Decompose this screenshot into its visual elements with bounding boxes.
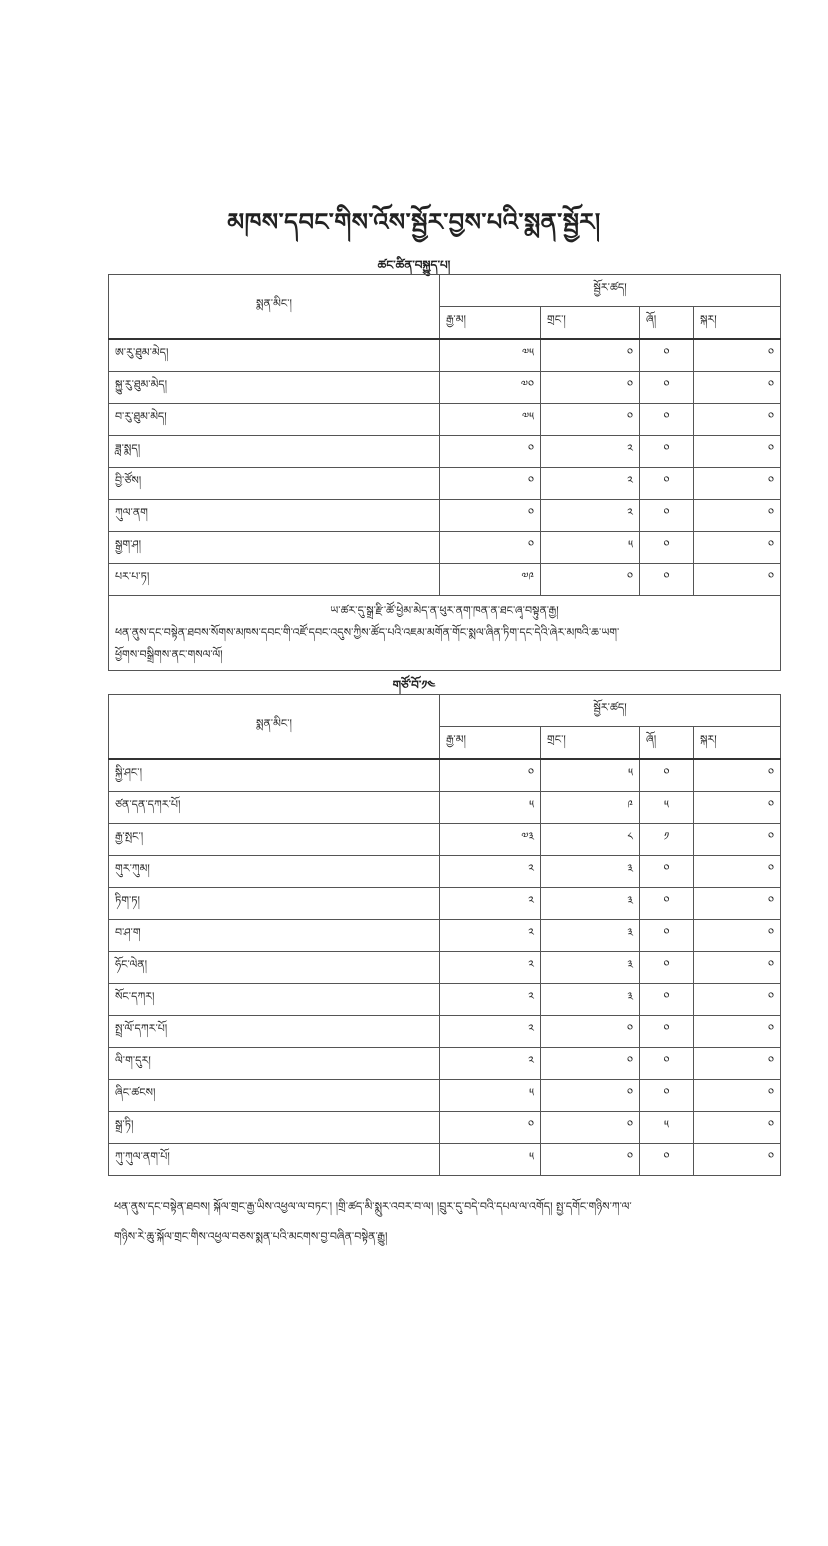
dosage-value: ༧༣ (440, 824, 541, 856)
dosage-value: ༢ (440, 1016, 541, 1048)
dosage-value: ༠ (694, 759, 781, 792)
ingredient-name: ལི་ག་དུར། (109, 1048, 440, 1080)
dosage-value: ༣ (541, 984, 640, 1016)
dosage-value: ༠ (694, 468, 781, 500)
dosage-value: ༠ (694, 436, 781, 468)
ingredient-name: ཟླ་སྨད། (109, 436, 440, 468)
dosage-value: ༣ (541, 888, 640, 920)
unit-header: རྒྱ་མ། (440, 307, 541, 340)
dosage-value: ༠ (640, 339, 694, 372)
dosage-value: ༢ (440, 856, 541, 888)
dosage-value: ༠ (640, 920, 694, 952)
section1-table (108, 274, 781, 671)
table-row (109, 468, 781, 500)
dosage-value: ༠ (694, 1016, 781, 1048)
dosage-value: ༧༩ (440, 564, 541, 596)
table-row (109, 372, 781, 404)
table-row (109, 1144, 781, 1176)
dosage-group-header: སྦྱོར་ཚད། (440, 275, 781, 307)
dosage-value: ༧༥ (440, 404, 541, 436)
dosage-value: ༥ (541, 532, 640, 564)
dosage-value: ༢ (541, 436, 640, 468)
ingredient-name: སྐྱི་ཤང་། (109, 759, 440, 792)
dosage-value: ༠ (640, 404, 694, 436)
dosage-value: ༠ (640, 984, 694, 1016)
ingredient-name: བ་རུ་ཐུམ་མེད། (109, 404, 440, 436)
usage-instructions (114, 1192, 774, 1252)
dosage-value: ༠ (440, 500, 541, 532)
dosage-value: ༢ (440, 984, 541, 1016)
table-row (109, 824, 781, 856)
table-row (109, 404, 781, 436)
dosage-value: ༠ (640, 888, 694, 920)
section2-label: གཙོ་བོ་༡༤ (392, 678, 436, 692)
table-row (109, 532, 781, 564)
dosage-value: ༠ (640, 1080, 694, 1112)
dosage-value: ༥ (440, 792, 541, 824)
dosage-value: ༢ (541, 468, 640, 500)
dosage-value: ༠ (694, 564, 781, 596)
dosage-value: ༠ (694, 824, 781, 856)
dosage-value: ༥ (640, 792, 694, 824)
dosage-value: ༠ (640, 372, 694, 404)
table-row (109, 984, 781, 1016)
footer-line: གཉིས་རེ་ཆུ་སྐོལ་གྲང་གིས་འཕྱལ་བཅས་སྨན་པའི་མངགས་བྱ་བཞིན་བསྟེན་རྒྱུ། (114, 1230, 388, 1243)
section2-table (108, 694, 781, 1176)
ingredient-name: སྐྱུ་རུ་ཐུམ་མེད། (109, 372, 440, 404)
table-row (109, 759, 781, 792)
dosage-value: ༣ (541, 856, 640, 888)
unit-header: གྲང་། (541, 727, 640, 760)
table-row (109, 564, 781, 596)
dosage-value: ༠ (694, 984, 781, 1016)
dosage-value: ༠ (640, 759, 694, 792)
ingredient-name: བ་ཤ་ག (109, 920, 440, 952)
ingredient-name: ཀུལ་ནག (109, 500, 440, 532)
ingredient-name: ཞིང་ཚངས། (109, 1080, 440, 1112)
dosage-value: ༠ (694, 500, 781, 532)
dosage-value: ༠ (541, 1016, 640, 1048)
dosage-value: ༠ (440, 532, 541, 564)
dosage-value: ༠ (640, 952, 694, 984)
note-line: ཕན་ནུས་དང་བསྟེན་ཐབས་སོགས་མཁས་དབང་གི་འཛོ་དབང་འདུས་ཀྱིས་ཚོད་པའི་འཇམ་མགོན་གོང་སྨལ་ཞིན་ཏིག་དང་དེའི་ཞེར་མཁའི་ཆ་ཡག་ (115, 626, 620, 639)
table-row (109, 792, 781, 824)
dosage-value: ༢ (440, 1048, 541, 1080)
ingredient-name: ཧོང་ལེན། (109, 952, 440, 984)
unit-header: ཞོ། (640, 727, 694, 760)
dosage-value: ༠ (541, 372, 640, 404)
dosage-value: ༠ (640, 1016, 694, 1048)
name-column-header: སྨན་མིང་། (109, 695, 440, 760)
footer-line: ཕན་ནུས་དང་བསྟེན་ཐབས། སྐོལ་གྲང་རྒྱ་ཡིས་འཕྱལ་ལ་བཏང་། །གྲི་ཚད་མི་སྨུར་འབར་བ་ལ། །བྲུར་དུ་བདེ་བའི་དཔལ་ལ་འགོད། སྤྱ་དགོང་གཉིས་ཀ་ལ་ (114, 1200, 632, 1213)
unit-header: སྐར། (694, 727, 781, 760)
dosage-value: ༧༥ (440, 339, 541, 372)
dosage-value: ༥ (440, 1080, 541, 1112)
unit-header: སྐར། (694, 307, 781, 340)
ingredient-name: ཙན་དན་དཀར་པོ། (109, 792, 440, 824)
ingredient-name: ཀུ་ཀུལ་ནག་པོ། (109, 1144, 440, 1176)
table-row (109, 888, 781, 920)
table-row (109, 339, 781, 372)
note-line: ཡ་ཚར་དུ་སྒྲ་རྫི་ཚོ་ཕྱེམ་མེད་ན་ཕུར་ནག་ཁན་ན་ཐང་ཞྭ་བསྟུན་རྒྱ། (330, 604, 559, 617)
dosage-value: ༠ (541, 1048, 640, 1080)
dosage-value: ༠ (541, 1144, 640, 1176)
dosage-value: ༥ (440, 1144, 541, 1176)
dosage-value: ༠ (440, 468, 541, 500)
dosage-value: ༣ (541, 920, 640, 952)
dosage-value: ༠ (694, 372, 781, 404)
dosage-value: ༠ (541, 1080, 640, 1112)
dosage-value: ༠ (640, 500, 694, 532)
table-row (109, 1016, 781, 1048)
dosage-value: ༠ (541, 339, 640, 372)
dosage-value: ༣ (541, 952, 640, 984)
ingredient-name: བྱི་ཙོས། (109, 468, 440, 500)
dosage-value: ༠ (640, 564, 694, 596)
ingredient-name: ཏིག་ཏ། (109, 888, 440, 920)
ingredient-name: པར་པ་ཏ། (109, 564, 440, 596)
dosage-value: ༠ (694, 856, 781, 888)
note-line: ཕྱོགས་བསྒྲིགས་ནང་གསལ་ལོ། (115, 648, 223, 661)
dosage-value: ༢ (440, 888, 541, 920)
ingredient-name: གུར་ཀུམ། (109, 856, 440, 888)
dosage-value: ༧༠ (440, 372, 541, 404)
ingredient-name: ཨ་རུ་ཐུམ་མེད། (109, 339, 440, 372)
unit-header: ཞོ། (640, 307, 694, 340)
table-row (109, 500, 781, 532)
dosage-value: ༠ (541, 1112, 640, 1144)
dosage-value: ༥ (640, 1112, 694, 1144)
table-row (109, 856, 781, 888)
dosage-value: ༠ (640, 532, 694, 564)
dosage-value: ༠ (694, 952, 781, 984)
dosage-value: ༢ (541, 500, 640, 532)
unit-header: གྲང་། (541, 307, 640, 340)
dosage-value: ༨ (541, 824, 640, 856)
ingredient-name: རྒྱ་སྤང་། (109, 824, 440, 856)
dosage-value: ༠ (440, 759, 541, 792)
dosage-value: ༠ (541, 564, 640, 596)
dosage-value: ༠ (640, 1144, 694, 1176)
table-row (109, 436, 781, 468)
table-row (109, 1112, 781, 1144)
ingredient-name: སོང་དཀར། (109, 984, 440, 1016)
section1-label: ཚང་ཚིན་བསྐྱུད་པ། (377, 258, 451, 272)
unit-header: རྒྱ་མ། (440, 727, 541, 760)
dosage-value: ༠ (694, 920, 781, 952)
dosage-value: ༠ (694, 1112, 781, 1144)
dosage-value: ༢ (440, 952, 541, 984)
dosage-value: ༠ (694, 792, 781, 824)
dosage-value: ༠ (694, 532, 781, 564)
ingredient-name: སྒྱག་ཤ། (109, 532, 440, 564)
dosage-value: ༠ (694, 339, 781, 372)
dosage-value: ༠ (440, 436, 541, 468)
dosage-value: ༠ (640, 436, 694, 468)
dosage-value: ༠ (640, 856, 694, 888)
dosage-value: ༠ (694, 404, 781, 436)
dosage-value: ༢ (440, 920, 541, 952)
dosage-value: ༡ (640, 824, 694, 856)
dosage-value: ༠ (541, 404, 640, 436)
dosage-value: ༠ (640, 468, 694, 500)
dosage-value: ༠ (440, 1112, 541, 1144)
dosage-value: ༠ (694, 888, 781, 920)
page-title: མཁས་དབང་གིས་འོས་སྦྱོར་བྱས་པའི་སྨན་སྦྱོར། (227, 208, 601, 236)
dosage-value: ༠ (694, 1144, 781, 1176)
dosage-value: ༥ (541, 759, 640, 792)
dosage-value: ༩ (541, 792, 640, 824)
table-row (109, 1080, 781, 1112)
table-row (109, 1048, 781, 1080)
ingredient-name: སྤྲ་ལོ་དཀར་པོ། (109, 1016, 440, 1048)
table-row (109, 952, 781, 984)
section1-note (109, 596, 781, 671)
dosage-value: ༠ (694, 1048, 781, 1080)
dosage-value: ༠ (694, 1080, 781, 1112)
ingredient-name: སྒྲ་ཏི། (109, 1112, 440, 1144)
name-column-header: སྨན་མིང་། (109, 275, 440, 340)
dosage-value: ༠ (640, 1048, 694, 1080)
table-row (109, 920, 781, 952)
dosage-group-header: སྦྱོར་ཚད། (440, 695, 781, 727)
